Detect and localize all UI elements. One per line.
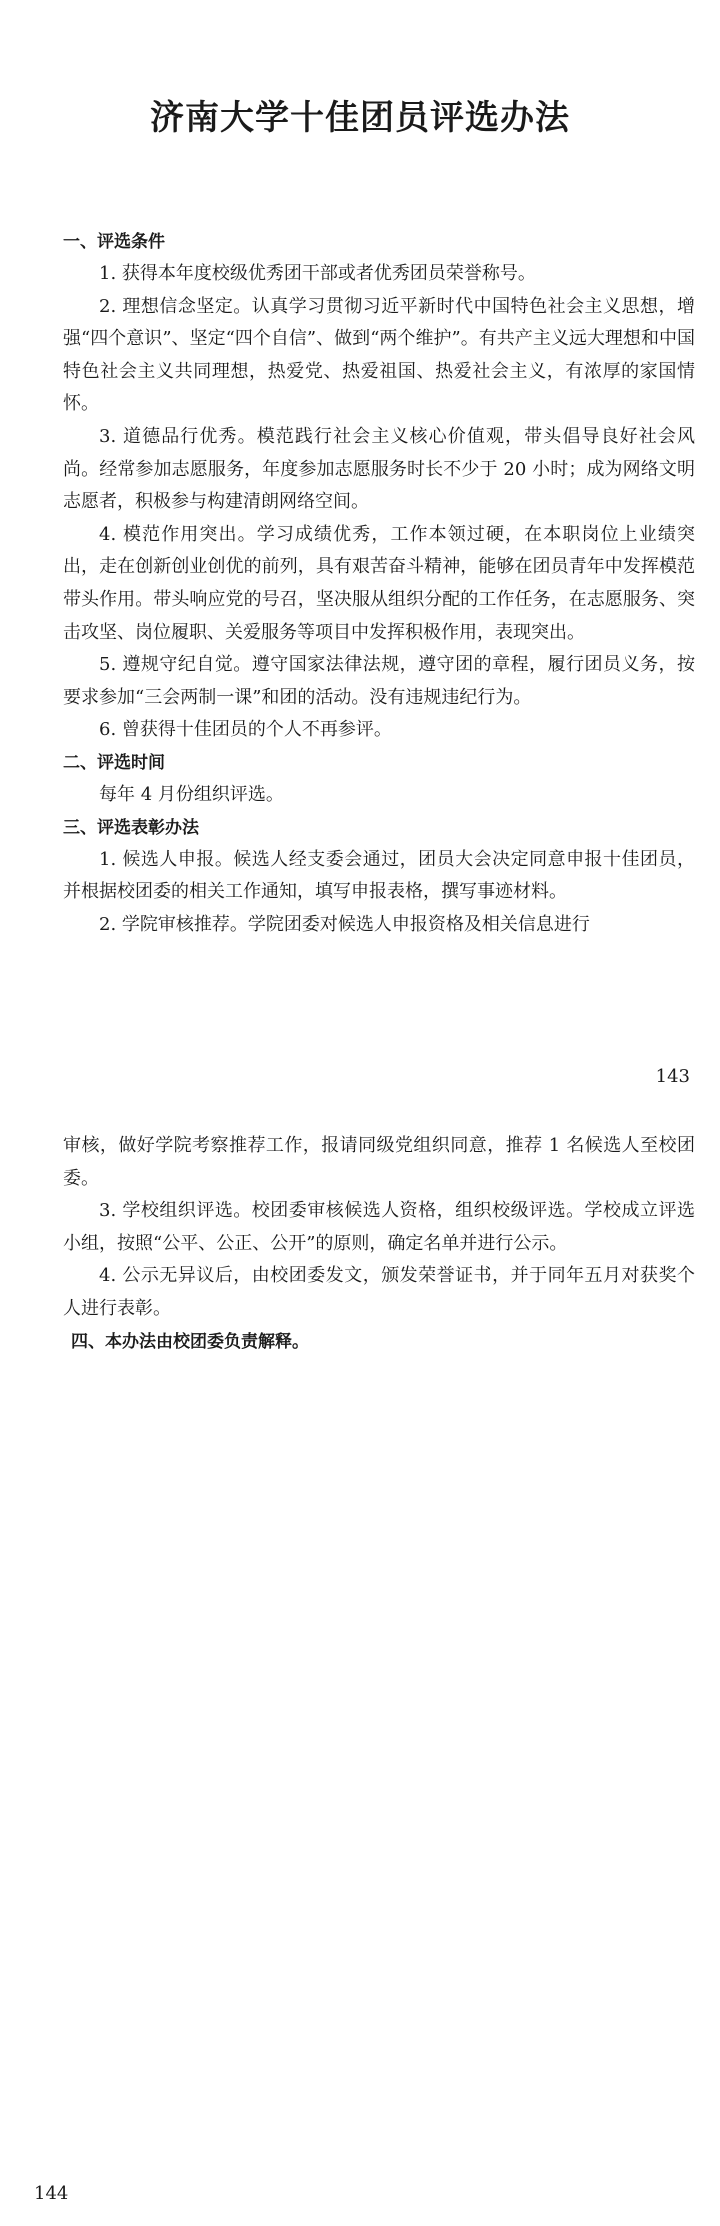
section-heading-criteria: 一、评选条件	[63, 232, 165, 252]
criteria-item-5: 5. 遵规守纪自觉。遵守国家法律法规，遵守团的章程，履行团员义务，按要求参加“三会两制一课”和团的活动。没有违规违纪行为。	[63, 654, 695, 708]
section-heading-time: 二、评选时间	[63, 752, 165, 773]
section-heading-interpretation: 四、本办法由校团委负责解释。	[71, 1331, 309, 1352]
criteria-item-2: 2. 理想信念坚定。认真学习贯彻习近平新时代中国特色社会主义思想，增强“四个意识”、坚定“四个自信”、做到“两个维护”。有共产主义远大理想和中国特色社会主义共同理想，热爱党、热爱祖国、热爱社会主义，有浓厚的家国情怀。	[63, 295, 695, 415]
page-143-body	[63, 226, 695, 941]
procedure-item-3: 3. 学校组织评选。校团委审核候选人资格，组织校级评选。学校成立评选小组，按照“公平、公正、公开”的原则，确定名单并进行公示。	[63, 1200, 695, 1254]
page-number-143: 143	[655, 1066, 690, 1087]
procedure-item-4: 4. 公示无异议后，由校团委发文，颁发荣誉证书，并于同年五月对获奖个人进行表彰。	[63, 1265, 695, 1319]
procedure-item-2-continuation: 审核，做好学院考察推荐工作，报请同级党组织同意，推荐 1 名候选人至校团委。	[63, 1135, 695, 1189]
page-number-144: 144	[34, 2183, 69, 2204]
criteria-item-6: 6. 曾获得十佳团员的个人不再参评。	[99, 719, 392, 741]
criteria-item-4: 4. 模范作用突出。学习成绩优秀，工作本领过硬，在本职岗位上业绩突出，走在创新创业创优的前列，具有艰苦奋斗精神，能够在团员青年中发挥模范带头作用。带头响应党的号召，坚决服从组织分配的工作任务，在志愿服务、突击攻坚、岗位履职、关爱服务等项目中发挥积极作用，表现突出。	[63, 523, 695, 643]
page-144-body	[63, 1130, 695, 1358]
procedure-item-2-start: 2. 学院审核推荐。学院团委对候选人申报资格及相关信息进行	[99, 913, 590, 935]
time-item-1: 每年 4 月份组织评选。	[99, 783, 284, 805]
criteria-item-3: 3. 道德品行优秀。模范践行社会主义核心价值观，带头倡导良好社会风尚。经常参加志愿服务，年度参加志愿服务时长不少于 20 小时；成为网络文明志愿者，积极参与构建清朗网络空间。	[63, 425, 695, 513]
procedure-item-1: 1. 候选人申报。候选人经支委会通过，团员大会决定同意申报十佳团员，并根据校团委的相关工作通知，填写申报表格，撰写事迹材料。	[63, 848, 695, 903]
document-title: 济南大学十佳团员评选办法	[150, 98, 570, 138]
criteria-item-1: 1. 获得本年度校级优秀团干部或者优秀团员荣誉称号。	[99, 263, 536, 284]
section-heading-procedure: 三、评选表彰办法	[63, 817, 199, 838]
